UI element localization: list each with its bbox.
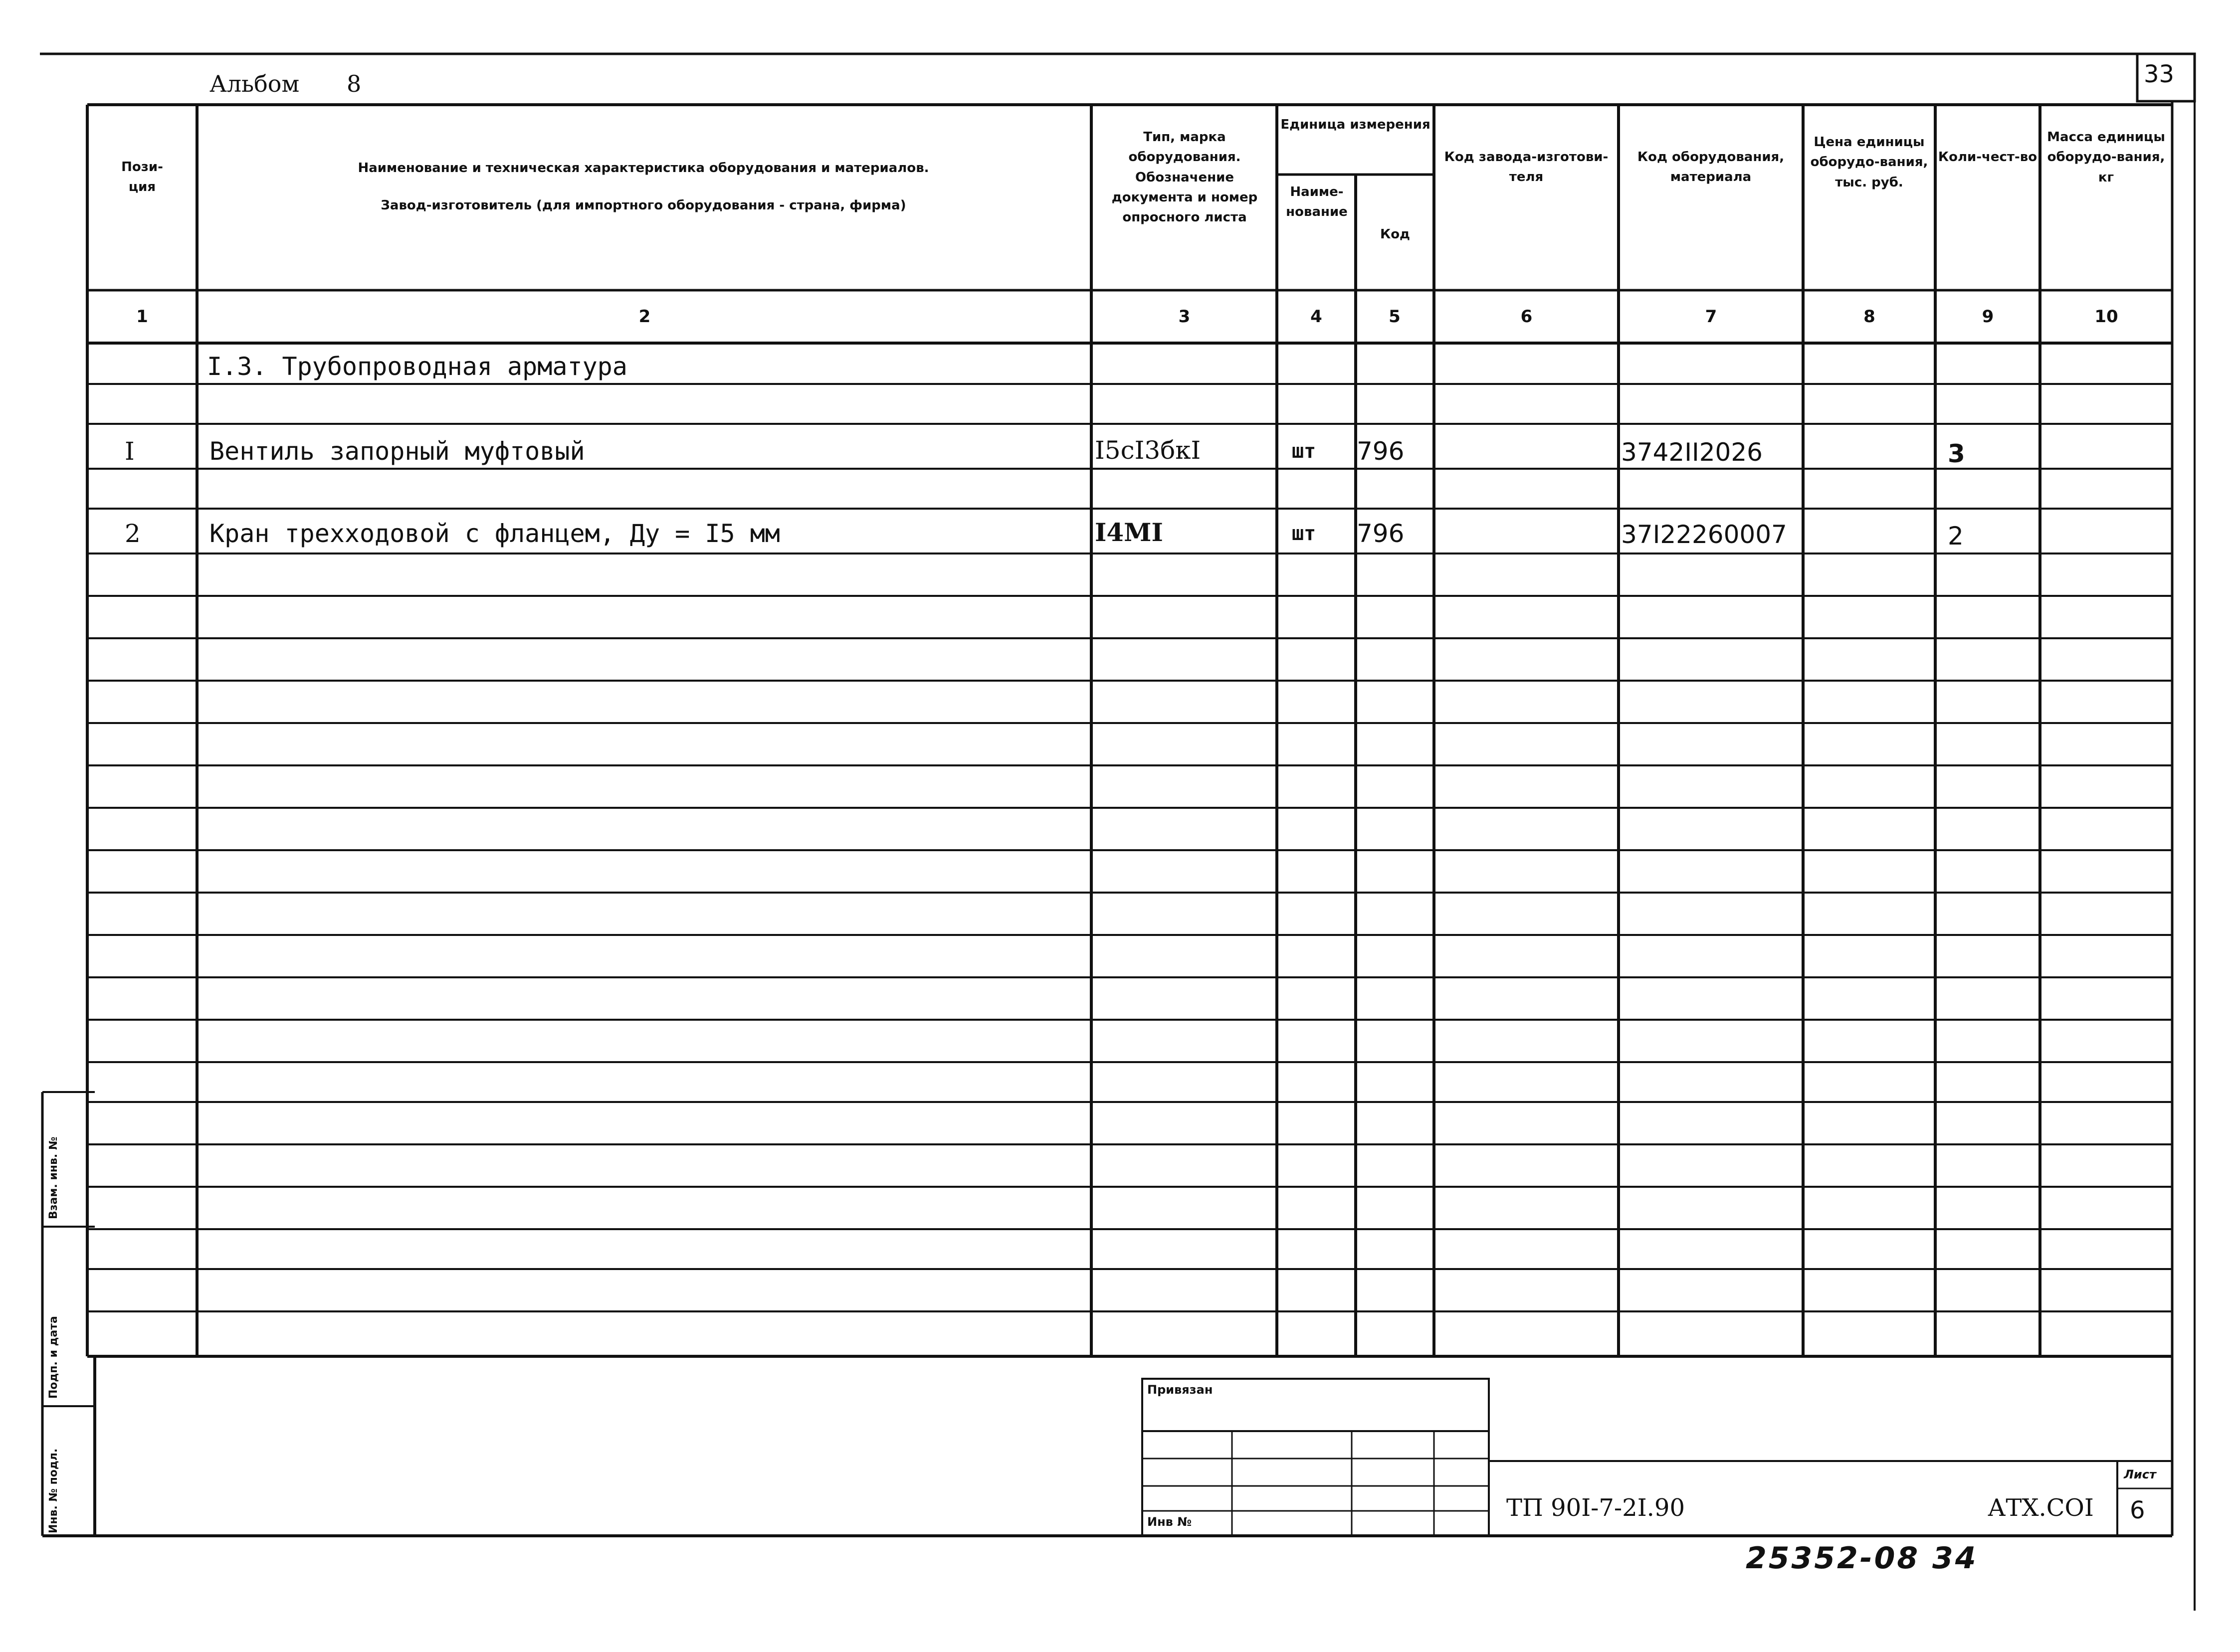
- table-cell-type: I5cI3бкI: [1095, 436, 1201, 465]
- table-cell-unit-code: 796: [1357, 519, 1405, 548]
- album-label: Альбом: [209, 70, 300, 97]
- col-header-mass: Масса единицы оборудо-вания, кг: [2047, 130, 2165, 185]
- table-cell-type: I4МI: [1095, 518, 1163, 547]
- sheet-label: Лист: [2124, 1468, 2156, 1481]
- col-number: 10: [2094, 307, 2118, 327]
- table-cell-equipment-code: 3742II2026: [1621, 438, 1763, 467]
- document-code: ТП 90I-7-2I.90: [1506, 1494, 1685, 1522]
- col-number: 2: [638, 307, 651, 327]
- col-header-price: Цена единицы оборудо-вания, тыс. руб.: [1810, 135, 1928, 190]
- table-cell-position: I: [125, 437, 135, 466]
- table-cell-unit: шт: [1292, 440, 1316, 463]
- table-cell-name: Вентиль запорный муфтовый: [209, 437, 585, 466]
- col-number: 7: [1705, 307, 1717, 327]
- sheet-code: АТХ.СОI: [1988, 1494, 2094, 1522]
- col-header-unit-group: Единица измерения: [1280, 117, 1430, 132]
- col-header-quantity: Коли-чест-во: [1938, 150, 2037, 165]
- handwritten-number: 25352-08 34: [1746, 1541, 1978, 1576]
- table-cell-quantity: 3: [1948, 439, 1965, 468]
- col-number: 5: [1389, 307, 1401, 327]
- col-header-factory-code: Код завода-изготови-теля: [1444, 150, 1609, 185]
- col-header-position: Пози- ция: [121, 160, 163, 195]
- col-header-unit-name: Наиме-нование: [1286, 184, 1348, 220]
- table-cell-quantity: 2: [1948, 522, 1964, 551]
- col-number: 3: [1178, 307, 1191, 327]
- col-header-unit-code: Код: [1380, 227, 1411, 242]
- col-header-name: Наименование и техническая характеристика оборудования и материалов. Завод-изготовитель (для импортного оборудования - страна, фирма): [358, 161, 929, 213]
- margin-label-inv-original: Инв. № подл.: [47, 1448, 60, 1533]
- stamp-checked-label: Привязан: [1147, 1383, 1213, 1397]
- album-number: 8: [347, 70, 362, 97]
- col-number: 8: [1863, 307, 1875, 327]
- section-title: I.3. Трубопроводная арматура: [207, 352, 627, 381]
- table-cell-equipment-code: 37I22260007: [1621, 520, 1787, 549]
- col-number: 1: [136, 307, 148, 327]
- margin-label-replacement-inv: Взам. инв. №: [47, 1136, 60, 1219]
- table-cell-unit-code: 796: [1357, 437, 1405, 466]
- sheet-number: 6: [2130, 1496, 2145, 1524]
- col-number: 6: [1520, 307, 1533, 327]
- table-cell-unit: шт: [1292, 522, 1316, 545]
- table-cell-position: 2: [125, 519, 141, 548]
- col-number: 4: [1310, 307, 1322, 327]
- page-number: 33: [2144, 60, 2175, 88]
- stamp-inv-label: Инв №: [1147, 1515, 1192, 1529]
- table-cell-name: Кран трехходовой с фланцем, Ду = I5 мм: [209, 519, 780, 548]
- col-header-type: Тип, марка оборудования. Обозначение документа и номер опросного листа: [1111, 130, 1258, 225]
- col-header-equipment-code: Код оборудования, материала: [1637, 150, 1785, 185]
- col-number: 9: [1982, 307, 1994, 327]
- margin-label-signature-date: Подп. и дата: [47, 1316, 60, 1399]
